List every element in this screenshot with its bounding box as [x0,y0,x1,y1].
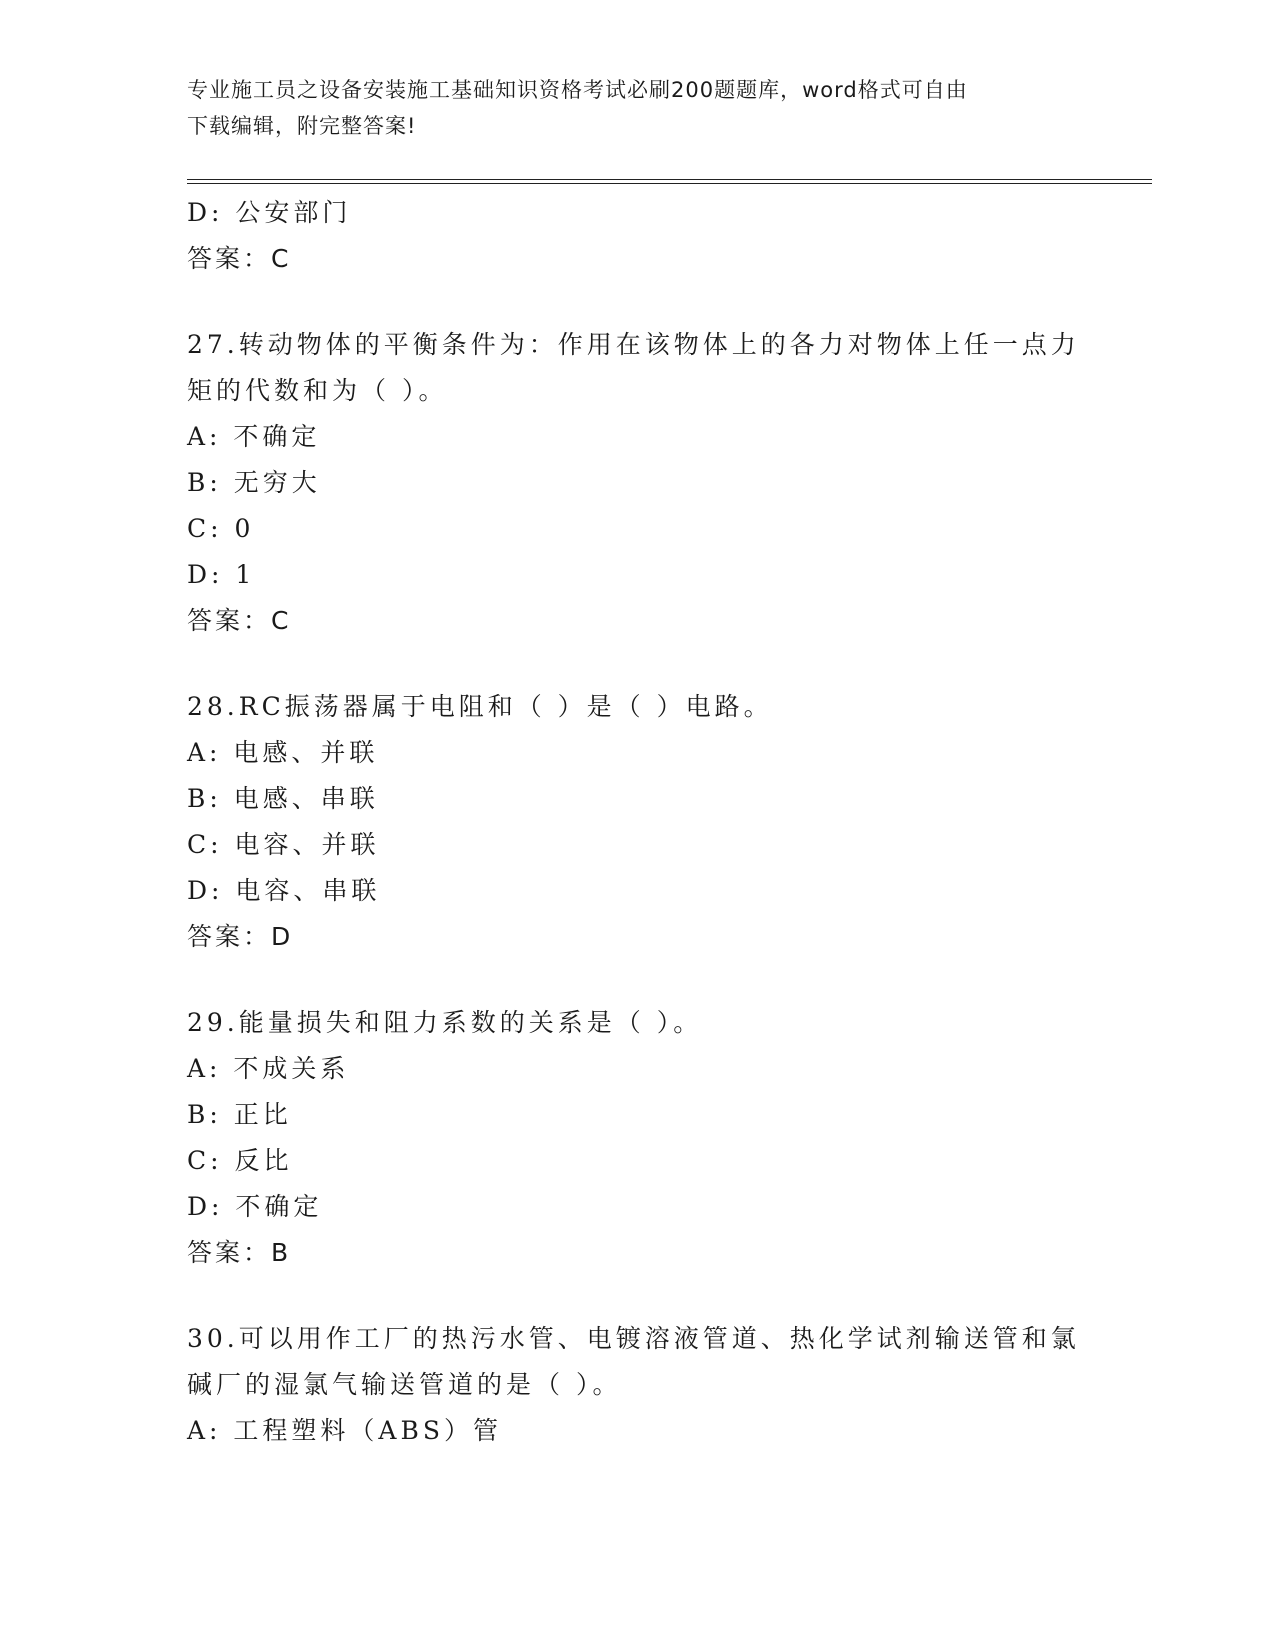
question-27 [187,322,1087,644]
option-a: A: 不确定 [187,422,321,451]
question-stem-continued: 碱厂的湿氯气输送管道的是（ ）。 [187,1370,622,1399]
option-c: C: 0 [187,514,255,543]
question-stem: 29.能量损失和阻力系数的关系是（ ）。 [187,1008,703,1037]
question-30 [187,1316,1087,1454]
option-d: D: 公安部门 [187,198,352,227]
option-d: D: 电容、串联 [187,876,381,905]
question-28 [187,684,1087,960]
option-b: B: 正比 [187,1100,292,1129]
answer-line: 答案：B [187,1238,292,1267]
option-b: B: 无穷大 [187,468,321,497]
question-list [187,190,1087,1454]
option-d: D: 不确定 [187,1192,323,1221]
answer-line: 答案：C [187,244,292,273]
option-d: D: 1 [187,560,256,589]
header-line-1: 专业施工员之设备安装施工基础知识资格考试必刷200题题库，word格式可自由 [187,78,968,102]
question-stem: 28.RC振荡器属于电阻和（ ）是（ ）电路。 [187,692,773,721]
option-a: A: 工程塑料（ABS）管 [187,1416,502,1445]
header-divider-top [187,179,1152,180]
option-a: A: 电感、并联 [187,738,379,767]
header-divider-bottom [187,183,1152,184]
option-b: B: 电感、串联 [187,784,379,813]
document-header [187,72,1067,144]
question-29 [187,1000,1087,1276]
question-stem-continued: 矩的代数和为（ ）。 [187,376,448,405]
question-stem: 30.可以用作工厂的热污水管、电镀溶液管道、热化学试剂输送管和氯 [187,1324,1080,1353]
option-c: C: 反比 [187,1146,293,1175]
question-stem: 27.转动物体的平衡条件为：作用在该物体上的各力对物体上任一点力 [187,330,1080,359]
previous-question-tail [187,190,1087,282]
answer-line: 答案：D [187,922,294,951]
option-a: A: 不成关系 [187,1054,350,1083]
option-c: C: 电容、并联 [187,830,380,859]
answer-line: 答案：C [187,606,292,635]
header-line-2: 下载编辑，附完整答案! [187,114,417,138]
